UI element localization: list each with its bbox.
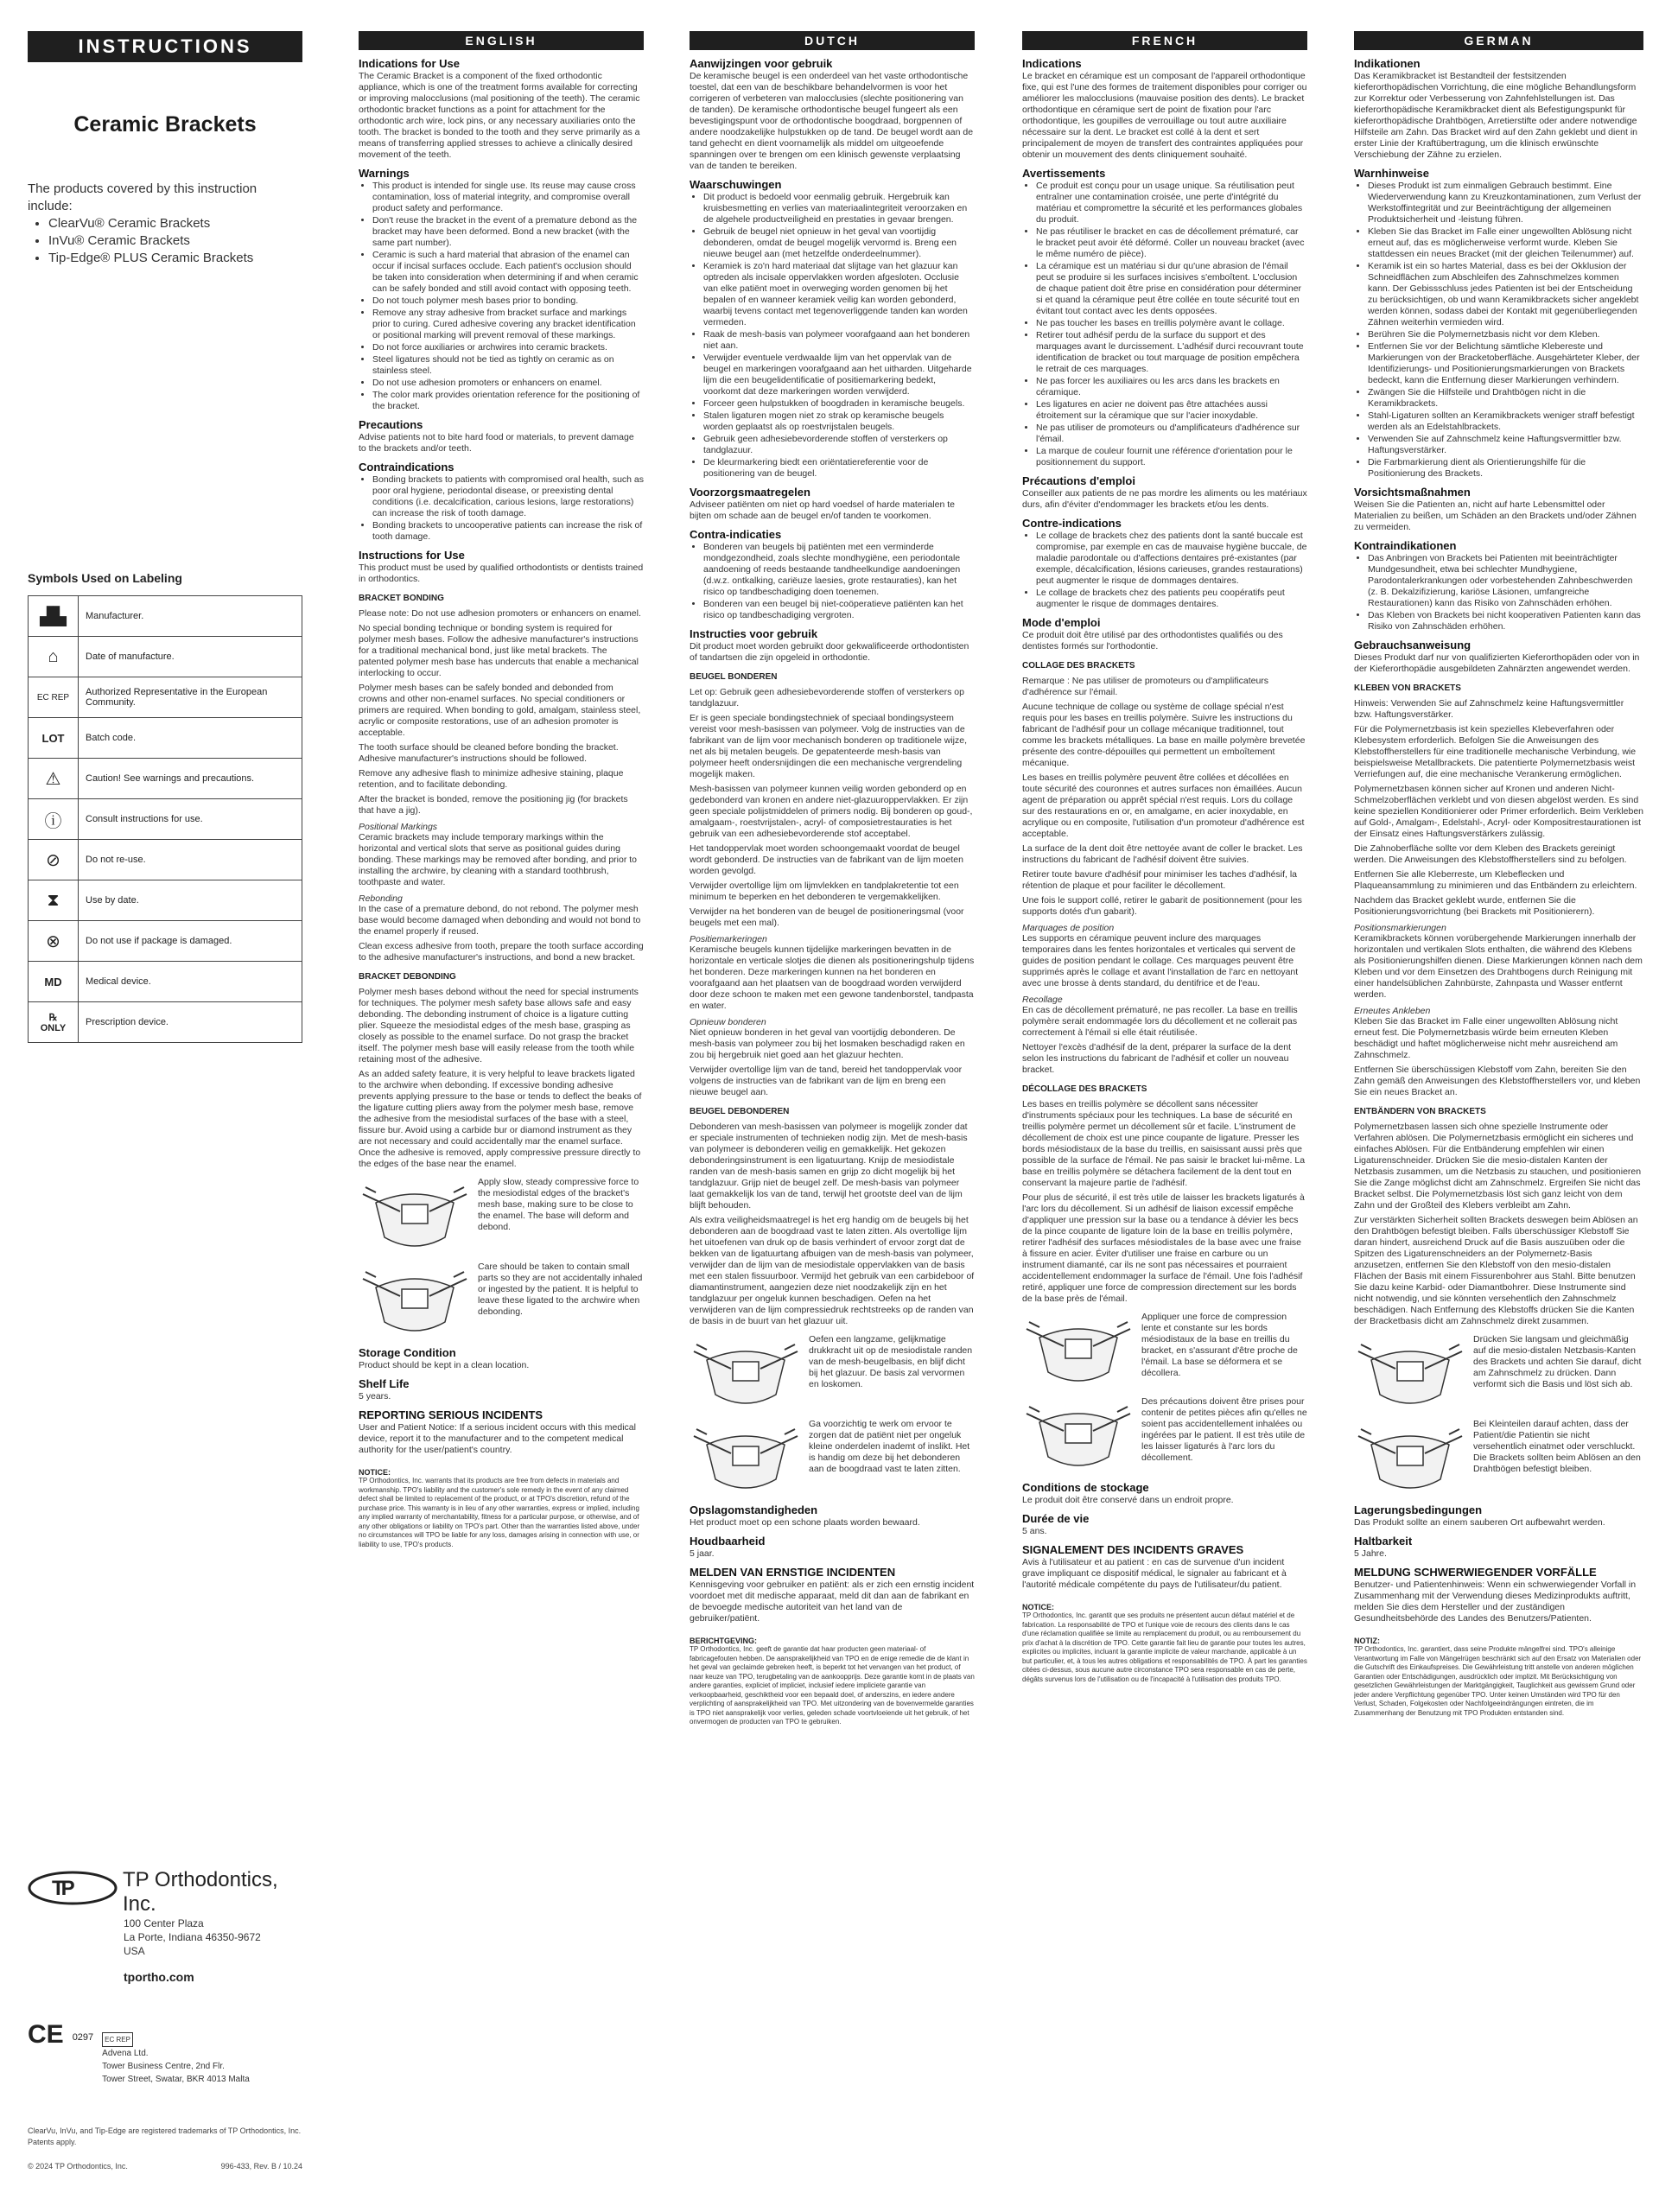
debonding-heading: BRACKET DEBONDING: [359, 972, 456, 982]
dutch-column: [690, 31, 975, 2200]
bonding-paragraph: Mesh-basissen van polymeer kunnen veilig worden gebonderd op en gedebonderd van kronen en andere niet-glazuuroppervlakken. Er zijn geen speciale polijstmiddelen of primers nodig. Bij bonderen op goud-, amalgaam-, roestvrijstalen-, acryl- of composietrestauraties is het gebruik van een adhesiebevorderende stof acceptabel.: [690, 784, 973, 839]
warning-item: • Stalen ligaturen mogen niet zo strak op keramische beugels worden geplaatst als op roestvrijstalen beugels.: [703, 410, 975, 433]
warnings-list: [703, 192, 975, 480]
positional-markings-heading: Marquages de position: [1022, 923, 1115, 933]
consult-instructions-icon: ⓘ: [29, 799, 79, 840]
debonding-heading: BEUGEL DEBONDEREN: [690, 1107, 790, 1116]
figure-compress: [359, 1177, 644, 1255]
bonding-heading: COLLAGE DES BRACKETS: [1022, 661, 1135, 671]
precautions-heading: Precautions: [359, 418, 423, 431]
shelf-life-text: 5 Jahre.: [1354, 1548, 1387, 1559]
storage-heading: Lagerungsbedingungen: [1354, 1503, 1483, 1516]
bonding-paragraph: Polymer mesh bases can be safely bonded and debonded from crowns and other non-enamel surfaces. No special conditioners or primers are required. When bonding to gold, amalgam, stainless steel, acrylic or composite restorations, use of an adhesion promoter is acceptable.: [359, 683, 641, 738]
intro-text: The products covered by this instruction include:: [28, 181, 257, 213]
warning-item: • Ne pas forcer les auxiliaires ou les arcs dans les brackets en céramique.: [1036, 376, 1307, 398]
rebonding-text: Niet opnieuw bonderen in het geval van voortijdig debonderen. De mesh-basis van polymeer zou bij het losmaken beschadigd raken en zou bij hergebruik niet goed aan het glazuur hechten.: [690, 1027, 965, 1060]
warning-item: • Keramiek is zo'n hard materiaal dat slijtage van het glazuur kan optreden als incisale oppervlakken worden afgesloten. Occlusie van elke patiënt moet in overweging worden genomen bij het bepalen of en wanneer keramiek veilig kan worden gebonderd, waarbij tevens contact met tegenoverliggende tanden kan worden vermeden.: [703, 261, 975, 328]
storage-text: Het product moet op een schone plaats worden bewaard.: [690, 1517, 920, 1528]
debonding-paragraph-2: Zur verstärkten Sicherheit sollten Brackets deswegen beim Ablösen an den Drahtbögen befestigt bleiben. Falls überschüssiger Klebstoff Sie daran hindert, ausreichend Druck auf die Basis auszuüben oder die Spitzen des Ligaturenschneiders an der Polymernetz-Basis anzusetzen, entfernen Sie den Klebstoff von den mesio-distalen Flächen der Basis mit einem Fissurenbohrer aus Stahl. Bitte benutzen Sie dazu keine Karbid- oder Diamantbohrer. Diese Instrumente sind nicht notwendig, und sie könnten versehentlich den Zahnschmelz beschädigen. Nach Entfernung des Klebstoffs drücken Sie die Kanten der Bracketbasis dicht am Zahnschmelz direkt zusammen.: [1354, 1215, 1638, 1326]
bonding-paragraph: After the bracket is bonded, remove the positioning jig (for brackets that have a jig).: [359, 794, 628, 816]
contraindications-heading: Contraindications: [359, 461, 454, 474]
debonding-paragraph: Polymer mesh bases debond without the need for special instruments for techniques. The polymer mesh safety base allows safe and easy debonding. The debonding instrument of choice is a ligature cutting plier. Squeeze the mesiodistal edges of the mesh base, grasping as closely as possible to the enamel surface. Do not grasp the bracket itself. The polymer mesh base will easily release from the tooth while retaining most of the adhesive.: [359, 987, 639, 1065]
tp-logo-icon: [28, 1871, 118, 1914]
symbol-row: [29, 840, 302, 880]
symbol-label: Do not re-use.: [79, 840, 302, 880]
product-item: • ClearVu® Ceramic Brackets: [48, 215, 302, 232]
storage-heading: Conditions de stockage: [1022, 1481, 1149, 1494]
warning-item: • La marque de couleur fournit une référence d'orientation pour le positionnement du support.: [1036, 446, 1307, 468]
website-link[interactable]: tportho.com: [124, 1970, 194, 1984]
contraindication-item: • Le collage de brackets chez des patients dont la santé buccale est compromise, par exemple en cas de mauvaise hygiène buccale, de maladie parodontale ou d'affections dentaires pré-existantes (par exemple, décalcification, lésions carieuses, grandes restaurations) peut augmenter le risque de dommages dentaires.: [1036, 531, 1307, 587]
notice-text: TP Orthodontics, Inc. warrants that its products are free from defects in materials and workmanship. TPO's liability and the customer's sole remedy in the event of any claimed defect shall be limited to replacement of the product, or at TPO's discretion, refund of the purchase price. This warranty is in lieu of any other warranties, express or implied, including any implied warranty of merchantability, fitness for a particular purpose, or otherwise, and of any other obligations or liability on TPO's part. Other than the warranties listed above, under no circumstances will TPO be liable for any loss, damages arising in connection with use, or liability to use, TPO's products.: [359, 1477, 640, 1548]
contraindications-list: [372, 474, 644, 543]
footer-row: [28, 2162, 302, 2171]
rebonding-text-2: Clean excess adhesive from tooth, prepare the tooth surface according to the adhesive manufacturer's instructions, and bond a new bracket.: [359, 941, 644, 963]
debonding-paragraph-2: Als extra veiligheidsmaatregel is het erg handig om de beugels bij het debonderen aan de boogdraad vast te laten zitten. Als overtollige lijm het uitoefenen van druk op de basis verhindert of ervoor zorgt dat de bekken van de ligatuurtang afbuigen van de mesh-basis van polymeer, verwijder dan de lijm van de mesiodistale oppervlakken van de basis met een stalen fissuurboor. Vermijd het gebruik van een carbideboor of diamantinstrument, aangezien deze niet noodzakelijk zijn en het tandglazuur per ongeluk kunnen beschadigen. Oefen na het verwijderen van de lijm compressiedruk rechtstreeks op de randen van de basis in de buurt van het glazuur uit.: [690, 1215, 975, 1326]
warning-item: • Forceer geen hulpstukken of boogdraden in keramische beugels.: [703, 398, 975, 410]
positional-markings-heading: Positional Markings: [359, 822, 438, 832]
warnings-heading: Avertissements: [1022, 167, 1106, 180]
figure-small-parts: [359, 1262, 644, 1339]
bonding-note: Remarque : Ne pas utiliser de promoteurs ou d'amplificateurs d'adhérence sur l'émail.: [1022, 676, 1269, 697]
contraindications-heading: Contre-indications: [1022, 517, 1122, 530]
shelf-life-heading: Haltbarkeit: [1354, 1535, 1413, 1548]
address-line: USA: [124, 1945, 145, 1957]
left-column: [28, 31, 302, 2200]
symbol-row: [29, 718, 302, 759]
batch-code-icon: LOT: [29, 718, 79, 759]
warnings-list: [1368, 181, 1643, 480]
symbol-label: Prescription device.: [79, 1002, 302, 1043]
warning-item: • Keramik ist ein so hartes Material, dass es bei der Okklusion der Schneidflächen zum Abschleifen des Zahnschmelzes kommen kann. Der Gebissschluss jedes Patienten ist bei der Entscheidung zu berücksichtigen, ob und wann Keramikbrackets sicher angeklebt werden können, sodass dabei der Kontakt mit gegenüberliegenden Zähnen weiterhin vermieden wird.: [1368, 261, 1643, 328]
warning-item: • Retirer tout adhésif perdu de la surface du support et des marquages avant le durcissement. L'adhésif durci recouvrant toute identification de bracket ou tout marquage de position empêchera le retrait de ces marquages.: [1036, 330, 1307, 375]
product-item: • InVu® Ceramic Brackets: [48, 232, 302, 250]
instructions-header: INSTRUCTIONS: [28, 31, 302, 62]
contraindications-list: [703, 542, 975, 621]
debond-illustration-icon: [1354, 1419, 1466, 1497]
rx-only-icon: ℞ ONLY: [29, 1002, 79, 1043]
ec-rep-address: [102, 2032, 250, 2086]
instructions-text: Ce produit doit être utilisé par des orthodontistes qualifiés ou des dentistes formés sur l'orthodontie.: [1022, 630, 1283, 652]
debonding-paragraph-2: As an added safety feature, it is very helpful to leave brackets ligated to the archwire when debonding. If excessive bonding adhesive prevents applying pressure to the base or tends to deflect the beaks of the ligature cutting pliers away from the polymer mesh base, remove the adhesive from the mesiodistal surfaces of the base with a steel, fissure bur. Avoid using a carbide bur or diamond instrument as they are not necessary and could accidentally mar the enamel surface. Once the adhesive is removed, apply compressive pressure directly to the edges of the base near the enamel.: [359, 1069, 642, 1169]
symbol-row: [29, 921, 302, 962]
shelf-life-text: 5 ans.: [1022, 1526, 1047, 1536]
debonding-paragraph: Polymernetzbasen lassen sich ohne spezielle Instrumente oder Verfahren ablösen. Die Polymernetzbasis ermöglicht ein sicheres und einfaches Ablösen. Für die Entbänderung empfehlen wir einen Ligaturenschneider. Drücken Sie die mesio-distalen Kanten der Netzbasis zusammen, um die Netzbasis zu stauchen, und positionieren Sie die Zange möglichst dicht am Zahnschmelz. Ergreifen Sie nicht das Bracket selbst. Die Polymernetzbasis löst sich ganz leicht von dem Zahn und der Großteil des Klebers verbleibt am Zahn.: [1354, 1122, 1642, 1211]
storage-heading: Opslagomstandigheden: [690, 1503, 818, 1516]
rebonding-heading: Opnieuw bonderen: [690, 1017, 766, 1027]
dutch-header: DUTCH: [690, 31, 975, 50]
warning-item: • Raak de mesh-basis van polymeer voorafgaand aan het bonderen niet aan.: [703, 329, 975, 352]
precautions-heading: Vorsichtsmaßnahmen: [1354, 486, 1471, 499]
figure-caption: Ga voorzichtig te werk om ervoor te zorgen dat de patiënt niet per ongeluk kleine onderdelen inademt of inslikt. Het is handig om deze bij het debonderen aan de boogdraad vast te laten zitten.: [809, 1419, 970, 1474]
reporting-heading: MELDEN VAN ERNSTIGE INCIDENTEN: [690, 1566, 896, 1579]
symbol-row: [29, 880, 302, 921]
warnings-heading: Warnings: [359, 167, 410, 180]
bonding-paragraph: Die Zahnoberfläche sollte vor dem Kleben des Brackets gereinigt werden. Die Anweisungen des Klebstoffherstellers sind zu befolgen.: [1354, 843, 1627, 865]
warning-item: • Do not force auxiliaries or archwires into ceramic brackets.: [372, 342, 644, 353]
storage-text: Product should be kept in a clean location.: [359, 1360, 530, 1370]
precautions-text: Weisen Sie die Patienten an, nicht auf harte Lebensmittel oder Materialien zu beißen, um Schäden an den Brackets und/oder Zähnen zu vermeiden.: [1354, 499, 1637, 532]
warning-item: • Ce produit est conçu pour un usage unique. Sa réutilisation peut entraîner une contamination croisée, une perte d'intégrité du matériau et compromettre la sécurité et les performances globales du produit.: [1036, 181, 1307, 226]
debond-illustration-icon: [690, 1419, 802, 1497]
address-line: La Porte, Indiana 46350-9672: [124, 1931, 261, 1943]
debonding-heading: ENTBÄNDERN VON BRACKETS: [1354, 1107, 1486, 1116]
do-not-use-damaged-icon: ⊗: [29, 921, 79, 962]
instructions-text: Dit product moet worden gebruikt door gekwalificeerde orthodontisten of tandartsen die zijn opgeleid in orthodontie.: [690, 641, 969, 663]
bonding-paragraph: The tooth surface should be cleaned before bonding the bracket. Adhesive manufacturer's instructions should be followed.: [359, 742, 619, 764]
positional-markings-heading: Positiemarkeringen: [690, 934, 767, 944]
contraindications-list: [1368, 553, 1643, 632]
bonding-paragraph: Verwijder na het bonderen van de beugel de positioneringsmal (voor beugels met een mal).: [690, 906, 964, 928]
rebonding-text: En cas de décollement prématuré, ne pas recoller. La base en treillis polymère serait endommagée lors du décollement et ne collerait pas correctement à l'émail si elle était réutilisée.: [1022, 1005, 1298, 1038]
rebonding-heading: Erneutes Ankleben: [1354, 1006, 1431, 1016]
notice-text: TP Orthodontics, Inc. garantiert, dass seine Produkte mängelfrei sind. TPO's alleinige Verantwortung im Falle von Mängelrügen beschränkt sich auf den Ersatz von Materialien oder die Gutschrift des Einkaufspreises. Die Gewährleistung tritt anstelle von anderen möglichen Garantien oder Entschädigungen, ausdrücklich oder implizit. Mit Berücksichtigung von gesetzlichen Gewährleistungen der Marktgängigkeit, Tauglichkeit aus gewissem Grund oder jeder andere Verpflichtung gegenüber TPO. Unter keinen Umständen wird TPO für den Verlust, Schaden, Folgekosten oder Nachfolgeeindrängungen eintreten, die im Zusammenhang der Benutzung mit TPO Produkten entstanden sind.: [1354, 1645, 1642, 1717]
shelf-life-heading: Durée de vie: [1022, 1512, 1090, 1525]
ce-number: 0297: [72, 2032, 94, 2043]
bonding-paragraph: No special bonding technique or bonding system is required for polymer mesh bases. Follow the adhesive manufacturer's instructions for a traditional mechanical bond, just like metal brackets. The patented polymer mesh base has undercuts that enable a mechanical interlocking to occur.: [359, 623, 639, 678]
warning-item: • Stahl-Ligaturen sollten an Keramikbrackets weniger straff befestigt werden als an Edelstahlbrackets.: [1368, 410, 1643, 433]
warning-item: • Kleben Sie das Bracket im Falle einer ungewollten Ablösung nicht erneut auf, das es möglicherweise verformt wurde. Kleben Sie stattdessen ein neues Bracket (mit der gleichen Teilenummer) auf.: [1368, 226, 1643, 260]
warning-item: • Les ligatures en acier ne doivent pas être attachées aussi étroitement sur la céramique que sur l'acier inoxydable.: [1036, 399, 1307, 422]
debond-illustration-icon: [359, 1262, 471, 1339]
contraindication-item: • Bonding brackets to uncooperative patients can increase the risk of tooth damage.: [372, 520, 644, 543]
positional-markings-text: Keramikbrackets können vorübergehende Markierungen innerhalb der horizontalen und vertikalen Slots enthalten, die während des Klebens als Positionierungshilfen dienen. Diese Markierungen können nach dem Kleben und vor dem Einsetzen des Drahtbogens durch Reinigung mit einer handelsüblichen Zahnbürste, Zahnpasta und Wasser entfernt werden.: [1354, 933, 1643, 1000]
indications-heading: Aanwijzingen voor gebruik: [690, 57, 833, 70]
figure-small-parts: [1022, 1396, 1307, 1474]
bonding-paragraph: Het tandoppervlak moet worden schoongemaakt voordat de beugel wordt gebonderd. De instructies van de fabrikant van de lijm moeten worden gevolgd.: [690, 843, 963, 876]
copyright: © 2024 TP Orthodontics, Inc.: [28, 2162, 128, 2171]
bonding-paragraph: Remove any adhesive flash to minimize adhesive staining, plaque retention, and to facilitate debonding.: [359, 768, 624, 790]
bonding-paragraph: Les bases en treillis polymère peuvent être collées et décollées en toute sécurité des couronnes et autres surfaces non émaillées. Aucun agent de préparation ou apprêt spécial n'est requis. Lors du collage sur des restaurations en or, en amalgame, en acier inoxydable, en acrylique ou en composite, l'utilisation d'un promoteur d'adhérence est acceptable.: [1022, 772, 1305, 839]
notice-text: TP Orthodontics, Inc. geeft de garantie dat haar producten geen materiaal- of fabricagefouten hebben. De aansprakelijkheid van TPO en de enige remedie die de klant in het geval van geclaimde gebreken heeft, is beperkt tot het vervangen van het product, of naar keuze van TPO, terugbetaling van de aankoopprijs. Deze garantie komt in de plaats van andere garanties, expliciet of impliciet, inclusief iedere impliciete garantie van verkoopbaarheid, geschiktheid voor een bepaald doel, of anderszins, en iedere andere verplichting of aansprakelijkheid van TPO. Met uitzondering van de bovenvermelde garanties is TPO niet aansprakelijk voor verlies, geleden schade voortvloeiende uit het gebruik, of het onvermogen de producten van TPO te gebruiken.: [690, 1645, 975, 1726]
warning-item: • Verwenden Sie auf Zahnschmelz keine Haftungsvermittler bzw. Haftungsverstärker.: [1368, 434, 1643, 456]
symbol-label: Medical device.: [79, 962, 302, 1002]
notice-heading: NOTIZ:: [1354, 1637, 1380, 1645]
figure-small-parts: [690, 1419, 975, 1497]
bonding-paragraph: Polymernetzbasen können sicher auf Kronen und anderen Nicht-Schmelzoberflächen verklebt und von diesen abgelöst werden. Es sind keine speziellen Konditionierer oder Primer erforderlich. Beim Verkleben auf Gold-, Amalgam-, Edelstahl-, Acryl- oder Kompositrestaurationen ist der Einsatz eines Haftungsverstärkers zulässig.: [1354, 784, 1643, 839]
warnings-heading: Warnhinweise: [1354, 167, 1429, 180]
positional-markings-heading: Positionsmarkierungen: [1354, 923, 1446, 933]
debond-illustration-icon: [1354, 1334, 1466, 1412]
symbol-label: Do not use if package is damaged.: [79, 921, 302, 962]
precautions-text: Advise patients not to bite hard food or materials, to prevent damage to the brackets and/or teeth.: [359, 432, 634, 454]
contraindication-item: • Bonding brackets to patients with compromised oral health, such as poor oral hygiene, periodontal disease, or preexisting dental conditions (i.e. decalcification, carious lesions, large restorations) can increase the risk of tooth damage.: [372, 474, 644, 519]
symbol-label: Date of manufacture.: [79, 637, 302, 677]
warning-item: • De kleurmarkering biedt een oriëntatiereferentie voor de positionering van de beugel.: [703, 457, 975, 480]
debonding-paragraph: Debonderen van mesh-basissen van polymeer is mogelijk zonder dat er speciale instrumenten of technieken nodig zijn. Met de mesh-basis van polymeer is debonderen veilig en gemakkelijk. Het gekozen debonderingsinstrument is een ligatuurtang. Knijp de mesiodistale randen van de mesh-basis samen en grijp zo dicht mogelijk bij het tandglazuur. Grijp niet de beugel zelf. De mesh-basis van polymeer laat gemakkelijk los van de tand, terwijl het grootste deel van de lijm blijft behouden.: [690, 1122, 968, 1211]
notice-heading: NOTICE:: [359, 1468, 391, 1477]
bonding-note: Hinweis: Verwenden Sie auf Zahnschmelz keine Haftungsvermittler bzw. Haftungsverstärker.: [1354, 698, 1624, 720]
notice-heading: BERICHTGEVING:: [690, 1637, 758, 1645]
warning-item: • Ne pas réutiliser le bracket en cas de décollement prématuré, car le bracket peut avoir été déformé. Coller un nouveau bracket (avec le même numéro de pièce).: [1036, 226, 1307, 260]
company-name: TP Orthodontics, Inc.: [123, 1868, 278, 1916]
medical-device-icon: MD: [29, 962, 79, 1002]
contraindication-item: • Das Kleben von Brackets bei nicht kooperativen Patienten kann das Risiko von Zahnschäden erhöhen.: [1368, 610, 1643, 632]
figure-small-parts: [1354, 1419, 1643, 1497]
manufacturer-icon: ▟▙: [29, 596, 79, 637]
bonding-paragraph: Retirer toute bavure d'adhésif pour minimiser les taches d'adhésif, la rétention de plaque et pour faciliter le décollement.: [1022, 869, 1298, 891]
symbol-label: Manufacturer.: [79, 596, 302, 637]
figure-compress: [1022, 1312, 1307, 1389]
reporting-text: User and Patient Notice: If a serious incident occurs with this medical device, report it to the manufacturer and to the competent medical authority for the user/patient's country.: [359, 1422, 636, 1455]
positional-markings-text: Keramische beugels kunnen tijdelijke markeringen bevatten in de horizontale en verticale slotjes die dienen als positioneringshulp tijdens het bonderen. Deze markeringen kunnen na het bonderen en voorafgaand aan het plaatsen van de boogdraad worden verwijderd door deze schoon te maken met een gewone tandenborstel, tandpasta en water.: [690, 944, 975, 1011]
symbol-label: Caution! See warnings and precautions.: [79, 759, 302, 799]
warning-item: • Zwängen Sie die Hilfsteile und Drahtbögen nicht in die Keramikbrackets.: [1368, 387, 1643, 410]
rebonding-text-2: Entfernen Sie überschüssigen Klebstoff vom Zahn, bereiten Sie den Zahn gemäß den Anweisungen des Klebstoffherstellers vor, und kleben Sie ein neues Bracket an.: [1354, 1065, 1641, 1097]
rebonding-heading: Rebonding: [359, 893, 403, 904]
indications-text: Das Keramikbracket ist Bestandteil der festsitzenden kieferorthopädischen Vorrichtung, die eine mögliche Behandlungsform zur Korrektur oder Verbesserung von Zahnfehlstellungen ist. Das kieferorthopädische Keramikbracket dient als Befestigungspunkt für kieferorthopädische Drahtbögen, Arretierstifte oder andere notwendige Hilfsteile am Zahn. Das Bracket wird auf den Zahn geklebt und dient in erster Linie der Kraftübertragung, um die klinisch erwünschte Verschiebung der Zähne zu erzielen.: [1354, 71, 1638, 160]
caution-icon: ⚠: [29, 759, 79, 799]
bonding-paragraph: Une fois le support collé, retirer le gabarit de positionnement (pour les supports dotés d'un gabarit).: [1022, 895, 1302, 917]
german-header: GERMAN: [1354, 31, 1643, 50]
precautions-heading: Précautions d'emploi: [1022, 474, 1135, 487]
figure-caption: Des précautions doivent être prises pour contenir de petites pièces afin qu'elles ne soient pas accidentellement inhalées ou ingérées par le patient. Il est très utile de les laisser ligaturés à l'arc lors du décollement.: [1141, 1396, 1307, 1463]
ec-rep-icon: EC REP: [102, 2032, 133, 2047]
bonding-paragraph: Entfernen Sie alle Kleberreste, um Klebeflecken und Plaqueansammlung zu minimieren und das Entbändern zu erleichtern.: [1354, 869, 1637, 891]
reporting-text: Avis à l'utilisateur et au patient : en cas de survenue d'un incident grave impliquant ce dispositif médical, le signaler au fabricant et à l'autorité médicale compétente du pays de l'utilisateur/du patient.: [1022, 1557, 1287, 1590]
debond-illustration-icon: [690, 1334, 802, 1412]
warning-item: • Dieses Produkt ist zum einmaligen Gebrauch bestimmt. Eine Wiederverwendung kann zu Kreuzkontaminationen, zum Verlust der Werkstoffintegrität und zur Beeinträchtigung der allgemeinen Produktsicherheit und -leistung führen.: [1368, 181, 1643, 226]
symbols-title: Symbols Used on Labeling: [28, 571, 182, 585]
debond-illustration-icon: [1022, 1396, 1135, 1474]
reporting-heading: REPORTING SERIOUS INCIDENTS: [359, 1408, 543, 1421]
product-item: • Tip-Edge® PLUS Ceramic Brackets: [48, 250, 302, 267]
notice-text: TP Orthodontics, Inc. garantit que ses produits ne présentent aucun défaut matériel et de fabrication. La responsabilité de TPO et l'unique voie de recours des clients dans le cas d'une réclamation qualifiée se limite au remplacement du produit, ou au remboursement du prix d'achat à la discrétion de TPO. Cette garantie fait lieu de garantie pour toutes les autres, explicites ou implicites, incluant la garantie implicite de valeur marchande, applicable à un but particulier, et, à tous les autres obligations et responsabilités de TPO. À part les garanties citées ci-dessus, sous aucune autre circonstance TPO sera responsable en cas de perte, dégâts survenus lors de l'utilisation ou de l'incapacité à l'utilisation des produits TPO.: [1022, 1611, 1307, 1683]
symbol-label: Authorized Representative in the European Community.: [79, 677, 302, 718]
reporting-text: Kennisgeving voor gebruiker en patiënt: als er zich een ernstig incident voordoet met dit medische apparaat, meld dit dan aan de fabrikant en de bevoegde medische autoriteit van het land van de gebruiker/patiënt.: [690, 1580, 975, 1624]
contraindication-item: • Le collage de brackets chez des patients peu coopératifs peut augmenter le risque de dommages dentaires.: [1036, 588, 1307, 610]
bonding-paragraph: Aucune technique de collage ou système de collage spécial n'est requis pour les bases en treillis polymère. Suivre les instructions du fabricant de l'adhésif pour un collage mécanique traditionnel, tout comme les brackets métalliques. La base en maille polymère brevetée présente des contre-dépouilles qui permettent un emboîtement mécanique.: [1022, 702, 1306, 768]
rebonding-text: Kleben Sie das Bracket im Falle einer ungewollten Ablösung nicht erneut fest. Die Polymernetzbasis würde beim erneuten Kleben beschädigt und haftet möglicherweise nicht mehr ausreichend am Zahnschmelz.: [1354, 1016, 1618, 1060]
bonding-note: Let op: Gebruik geen adhesiebevorderende stoffen of versterkers op tandglazuur.: [690, 687, 964, 709]
document-title: Ceramic Brackets: [73, 112, 257, 137]
storage-text: Le produit doit être conservé dans un endroit propre.: [1022, 1495, 1234, 1505]
reporting-text: Benutzer- und Patientenhinweis: Wenn ein schwerwiegender Vorfall in Zusammenhang mit der Verwendung dieses Medizinprodukts auftritt, melden Sie dies dem Hersteller und der zuständigen Gesundheitsbehörde des Landes des Benutzers/Patienten.: [1354, 1580, 1637, 1624]
warning-item: • Remove any stray adhesive from bracket surface and markings prior to curing. Cured adhesive covering any bracket identification or positional marking will prevent removal of these markings.: [372, 308, 644, 341]
warnings-list: [1036, 181, 1307, 468]
french-header: FRENCH: [1022, 31, 1307, 50]
warnings-heading: Waarschuwingen: [690, 178, 782, 191]
indications-heading: Indications: [1022, 57, 1082, 70]
warning-item: • Do not use adhesion promoters or enhancers on enamel.: [372, 378, 644, 389]
debond-illustration-icon: [359, 1177, 471, 1255]
rebonding-text: In the case of a premature debond, do not rebond. The polymer mesh base would become damaged when debonding and would not bond to the enamel properly if reused.: [359, 904, 641, 937]
warning-item: • Dit product is bedoeld voor eenmalig gebruik. Hergebruik kan kruisbesmetting en verlies van materiaalintegriteit veroorzaken en de algehele productveiligheid en prestaties in gevaar brengen.: [703, 192, 975, 226]
company-logo-block: [28, 1868, 302, 1984]
positional-markings-text: Les supports en céramique peuvent inclure des marquages temporaires dans les fentes horizontales et verticales qui servent de guides de position pendant le collage. Ces marquages peuvent être supprimés après le collage et avant l'installation de l'arc en nettoyant avec une brosse à dents standard, du dentifrice et de l'eau.: [1022, 933, 1299, 988]
product-list: [48, 215, 302, 267]
figure-caption: Drücken Sie langsam und gleichmäßig auf die mesio-distalen Netzbasis-Kanten des Brackets und achten Sie darauf, dicht am Zahnschmelz zu drücken. Dann verformt sich die Basis und löst sich ab.: [1473, 1334, 1642, 1389]
instructions-heading: Instructies voor gebruik: [690, 627, 818, 640]
figure-compress: [690, 1334, 975, 1412]
contraindication-item: • Bonderen van beugels bij patiënten met een verminderde mondgezondheid, zoals slechte mondhygiëne, een periodontale aandoening of reeds bestaande tandheelkundige aandoeningen (d.w.z. ontkalking, cariëuze laesies, grote restauraties), kan het risico op tandbeschadiging doen toenemen.: [703, 542, 975, 598]
ce-mark-icon: CE: [28, 2020, 64, 2049]
svg-text:TP: TP: [52, 1877, 72, 1900]
address-line: 100 Center Plaza: [124, 1917, 204, 1929]
indications-text: De keramische beugel is een onderdeel van het vaste orthodontische toestel, dat een van de beschikbare behandelvormen is voor het corrigeren of verbeteren van malocclusies (slechte positionering van de tanden). De keramische orthodontische beugel fungeert als een bevestigingspunt voor de orthodontische boogdraad, borgpennen of andere noodzakelijke hulpstukken op de tand. De beugel wordt aan de tand gehecht en dient voornamelijk als middel om uitgeoefende spanningen over te brengen om een klinisch gewenste verplaatsing van de tanden te bereiken.: [690, 71, 974, 171]
warning-item: • Verwijder eventuele verdwaalde lijm van het oppervlak van de beugel en markeringen voorafgaand aan het uitharden. Uitgeharde lijm die een beugelidentificatie of positiemarkering bedekt, voorkomt dat deze markeringen worden verwijderd.: [703, 353, 975, 397]
reporting-heading: SIGNALEMENT DES INCIDENTS GRAVES: [1022, 1543, 1244, 1556]
warning-item: • Ne pas toucher les bases en treillis polymère avant le collage.: [1036, 318, 1307, 329]
positional-markings-text: Ceramic brackets may include temporary markings within the horizontal and vertical slots that serve as positional guides during bonding. These markings may be removed after bonding, and prior to installing the archwire, by cleaning with a standard toothbrush, toothpaste and water.: [359, 832, 637, 887]
precautions-text: Adviseer patiënten om niet op hard voedsel of harde materialen te bijten om schade aan de beugel en/of tanden te voorkomen.: [690, 499, 956, 521]
contraindications-heading: Kontraindikationen: [1354, 539, 1457, 552]
trademark-note: ClearVu, InVu, and Tip-Edge are registered trademarks of TP Orthodontics, Inc. Patents apply.: [28, 2126, 302, 2146]
warning-item: • Don't reuse the bracket in the event of a premature debond as the bracket may have been deformed. Bond a new bracket (with the same part number).: [372, 215, 644, 249]
german-column: [1354, 31, 1643, 2200]
symbol-row: [29, 799, 302, 840]
warnings-list: [372, 181, 644, 412]
symbols-table: [28, 595, 302, 1043]
do-not-reuse-icon: ⊘: [29, 840, 79, 880]
debonding-heading: DÉCOLLAGE DES BRACKETS: [1022, 1084, 1147, 1094]
intro-block: [28, 181, 302, 267]
bonding-paragraph: Für die Polymernetzbasis ist kein spezielles Klebeverfahren oder Klebesystem erforderlich. Befolgen Sie die Anweisungen des Klebstoffherstellers für eine traditionelle mechanische Verbindung, wie beispielsweise Metallbrackets. Die patentierte Polymernetzbasis weist Verriefungen auf, die eine mechanische Verankerung ermöglichen.: [1354, 724, 1637, 779]
instructions-heading: Instructions for Use: [359, 549, 465, 562]
instructions-text: This product must be used by qualified orthodontists or dentists trained in orthodontics.: [359, 563, 644, 584]
figure-caption: Care should be taken to contain small parts so they are not accidentally inhaled or ingested by the patient. It is helpful to leave these ligated to the archwire when debonding.: [478, 1262, 643, 1317]
figure-caption: Appliquer une force de compression lente et constante sur les bords mésiodistaux de la base en treillis du bracket, en s'assurant d'être proche de l'émail. La base se déformera et se décollera.: [1141, 1312, 1298, 1378]
indications-text: The Ceramic Bracket is a component of the fixed orthodontic appliance, which is one of the treatment forms available for correcting or improving malocclusions (mal positioning of the teeth). The ceramic orthodontic bracket functions as a point for attachment for the orthodontic arch wire, lock pins, or any necessary auxiliaries onto the tooth. The bracket is bonded to the tooth and they serve primarily as a means of transferring applied stresses to achieve a clinically desired movement of the teeth.: [359, 71, 640, 160]
instructions-heading: Mode d'emploi: [1022, 616, 1101, 629]
symbol-row: [29, 962, 302, 1002]
warning-item: • Do not touch polymer mesh bases prior to bonding.: [372, 296, 644, 307]
warning-item: • Entfernen Sie vor der Belichtung sämtliche Klebereste und Markierungen von der Bracketoberfläche. Ausgehärteter Kleber, der Identifizierungs- und Positionierungsmarkierungen von Brackets bedeckt, kann die Entfernung dieser Markierungen verhindern.: [1368, 341, 1643, 386]
rebonding-heading: Recollage: [1022, 995, 1063, 1005]
bonding-note: Please note: Do not use adhesion promoters or enhancers on enamel.: [359, 608, 641, 619]
warning-item: • Ceramic is such a hard material that abrasion of the enamel can occur if incisal surfaces occlude. Each patient's occlusion should be taken into consideration when determining if and when ceramic can be safely bonded and still avoid contact with opposing teeth.: [372, 250, 644, 295]
indications-heading: Indikationen: [1354, 57, 1421, 70]
figure-caption: Bei Kleinteilen darauf achten, dass der Patient/die Patientin sie nicht versehentlich einatmet oder verschluckt. Die Brackets sollten beim Ablösen an den Drahtbögen befestigt bleiben.: [1473, 1419, 1641, 1474]
symbol-row: [29, 596, 302, 637]
rebonding-text-2: Nettoyer l'excès d'adhésif de la dent, préparer la surface de la dent selon les instructions du fabricant de l'adhésif et coller un nouveau bracket.: [1022, 1042, 1292, 1075]
symbol-row: [29, 677, 302, 718]
contraindications-list: [1036, 531, 1307, 610]
instructions-text: Dieses Produkt darf nur von qualifizierten Kieferorthopäden oder von in der Kieferorthopädie ausgebildeten Zahnärzten angewendet werden.: [1354, 652, 1640, 674]
contraindication-item: • Das Anbringen von Brackets bei Patienten mit beeinträchtigter Mundgesundheit, etwa bei schlechter Mundhygiene, Parodontalerkrankungen oder vorbestehenden Zahnbeschwerden (z. B. Dekalzifizierung, kariöse Läsionen, umfangreiche Restaurationen) kann das Risiko von Zahnschäden erhöhen.: [1368, 553, 1643, 609]
address-line: Tower Street, Swatar, BKR 4013 Malta: [102, 2075, 250, 2084]
precautions-heading: Voorzorgsmaatregelen: [690, 486, 810, 499]
figure-caption: Oefen een langzame, gelijkmatige drukkracht uit op de mesiodistale randen van de mesh-beugelbasis, en blijf dicht bij het glazuur. De basis zal vervormen en loskomen.: [809, 1334, 973, 1389]
bonding-heading: BEUGEL BONDEREN: [690, 672, 778, 682]
shelf-life-heading: Shelf Life: [359, 1377, 410, 1390]
date-of-manufacture-icon: ⌂: [29, 637, 79, 677]
warning-item: • La céramique est un matériau si dur qu'une abrasion de l'émail peut se produire si les surfaces incisives s'emboîtent. L'occlusion de chaque patient doit être prise en considération pour déterminer si et quand la céramique peut être collée en toute sécurité tout en évitant tout contact avec les dents opposées.: [1036, 261, 1307, 317]
debonding-paragraph: Les bases en treillis polymère se décollent sans nécessiter d'instruments spéciaux pour les techniques. La base de sécurité en treillis polymère permet un décollement sûr et facile. L'instrument de décollement de choix est une pince coupante de ligature. Presser les bords mésiodistaux de la base du treillis, en saisissant aussi près que possible de la surface de l'émail. Ne pas saisir le bracket lui-même. La base en treillis polymère se détachera facilement de la dent tout en conservant la majeure partie de l'adhésif.: [1022, 1099, 1306, 1188]
shelf-life-text: 5 jaar.: [690, 1548, 715, 1559]
figure-compress: [1354, 1334, 1643, 1412]
notice-heading: NOTICE:: [1022, 1603, 1054, 1611]
rebonding-text-2: Verwijder overtollige lijm van de tand, bereid het tandoppervlak voor volgens de instructies van de fabrikant van de lijm en breng een nieuwe beugel aan.: [690, 1065, 963, 1097]
bonding-paragraph: Nachdem das Bracket geklebt wurde, entfernen Sie die Positionierungsvorrichtung (bei Brackets mit Positionierern).: [1354, 895, 1595, 917]
warning-item: • Gebruik geen adhesiebevorderende stoffen of versterkers op tandglazuur.: [703, 434, 975, 456]
warning-item: • The color mark provides orientation reference for the positioning of the bracket.: [372, 390, 644, 412]
shelf-life-heading: Houdbaarheid: [690, 1535, 766, 1548]
authorized-rep-icon: EC REP: [29, 677, 79, 718]
warning-item: • Steel ligatures should not be tied as tightly on ceramic as on stainless steel.: [372, 354, 644, 377]
reporting-heading: MELDUNG SCHWERWIEGENDER VORFÄLLE: [1354, 1566, 1597, 1579]
symbol-row: [29, 1002, 302, 1043]
contraindication-item: • Bonderen van een beugel bij niet-coöperatieve patiënten kan het risico op tandbeschadiging vergroten.: [703, 599, 975, 621]
storage-heading: Storage Condition: [359, 1346, 456, 1359]
ce-block: [28, 2020, 302, 2086]
symbol-label: Use by date.: [79, 880, 302, 921]
bonding-heading: KLEBEN VON BRACKETS: [1354, 683, 1461, 693]
warning-item: • This product is intended for single use. Its reuse may cause cross contamination, loss of material integrity, and compromise overall product safety and performance.: [372, 181, 644, 214]
debonding-paragraph-2: Pour plus de sécurité, il est très utile de laisser les brackets ligaturés à l'arc lors du décollement. Si un adhésif de liaison excessif empêche d'appliquer une pression sur la base ou a tendance à dévier les becs de la pince coupante de ligature loin de la base en treillis polymère, retirer l'adhésif des surfaces mésiodistales de la base avec une fraise à fissure en acier. Éviter d'utiliser une fraise en carbure ou un instrument diamanté, car ils ne sont pas nécessaires et pourraient accidentellement endommager la surface de l'émail. Une fois l'adhésif retiré, appliquer une force de compression directement sur les bords de la base près de l'émail.: [1022, 1192, 1305, 1304]
symbol-label: Batch code.: [79, 718, 302, 759]
shelf-life-text: 5 years.: [359, 1391, 391, 1402]
bonding-paragraph: Er is geen speciale bondingstechniek of speciaal bondingsysteem vereist voor mesh-basissen van polymeer. Volg de instructies van de fabrikant van de lijm voor mechanisch bonderen op traditionele wijze, net als bij metalen beugels. De gepatenteerde mesh-basis van polymeer heeft ondersnijdingen die een mechanische vergrendeling mogelijk maken.: [690, 713, 968, 779]
debond-illustration-icon: [1022, 1312, 1135, 1389]
address-line: Tower Business Centre, 2nd Flr.: [102, 2062, 225, 2071]
indications-heading: Indications for Use: [359, 57, 461, 70]
warning-item: • Die Farbmarkierung dient als Orientierungshilfe für die Positionierung des Brackets.: [1368, 457, 1643, 480]
doc-number: 996-433, Rev. B / 10.24: [220, 2162, 302, 2171]
english-column: [359, 31, 644, 2200]
warning-item: • Gebruik de beugel niet opnieuw in het geval van voortijdig debonderen, omdat de beugel mogelijk vervormd is. Breng een nieuwe beugel aan (met hetzelfde onderdeelnummer).: [703, 226, 975, 260]
indications-text: Le bracket en céramique est un composant de l'appareil orthodontique fixe, qui est l'une des formes de traitement disponibles pour corriger ou améliorer les malocclusions (mauvaise position des dents). Le bracket orthodontique en céramique sert de point de fixation pour l'arc orthodontique, les goupilles de verrouillage ou tout autre auxiliaire nécessaire sur la dent. Le bracket est collé à la dent et sert principalement de moyen de transfert des contraintes appliquées pour obtenir un mouvement des dents cliniquement souhaité.: [1022, 71, 1307, 160]
use-by-icon: ⧗: [29, 880, 79, 921]
instructions-heading: Gebrauchsanweisung: [1354, 639, 1471, 652]
bonding-paragraph: La surface de la dent doit être nettoyée avant de coller le bracket. Les instructions du fabricant de l'adhésif doivent être suivies.: [1022, 843, 1303, 865]
company-address: [124, 1916, 302, 1958]
warning-item: • Berühren Sie die Polymernetzbasis nicht vor dem Kleben.: [1368, 329, 1643, 340]
symbol-row: [29, 759, 302, 799]
symbol-label: Consult instructions for use.: [79, 799, 302, 840]
storage-text: Das Produkt sollte an einem sauberen Ort aufbewahrt werden.: [1354, 1517, 1605, 1528]
french-column: [1022, 31, 1307, 2200]
warning-item: • Ne pas utiliser de promoteurs ou d'amplificateurs d'adhérence sur l'émail.: [1036, 423, 1307, 445]
symbol-row: [29, 637, 302, 677]
precautions-text: Conseiller aux patients de ne pas mordre les aliments ou les matériaux durs, afin d'éviter d'endommager les brackets et/ou les dents.: [1022, 488, 1307, 510]
address-line: Advena Ltd.: [102, 2049, 149, 2058]
figure-caption: Apply slow, steady compressive force to the mesiodistal edges of the bracket's mesh base, making sure to be close to the enamel. The base will deform and debond.: [478, 1177, 639, 1232]
bonding-heading: BRACKET BONDING: [359, 594, 444, 603]
bonding-paragraph: Verwijder overtollige lijm om lijmvlekken en tandplakretentie tot een minimum te beperken en het debonderen te vergemakkelijken.: [690, 880, 959, 902]
english-header: ENGLISH: [359, 31, 644, 50]
contraindications-heading: Contra-indicaties: [690, 528, 782, 541]
